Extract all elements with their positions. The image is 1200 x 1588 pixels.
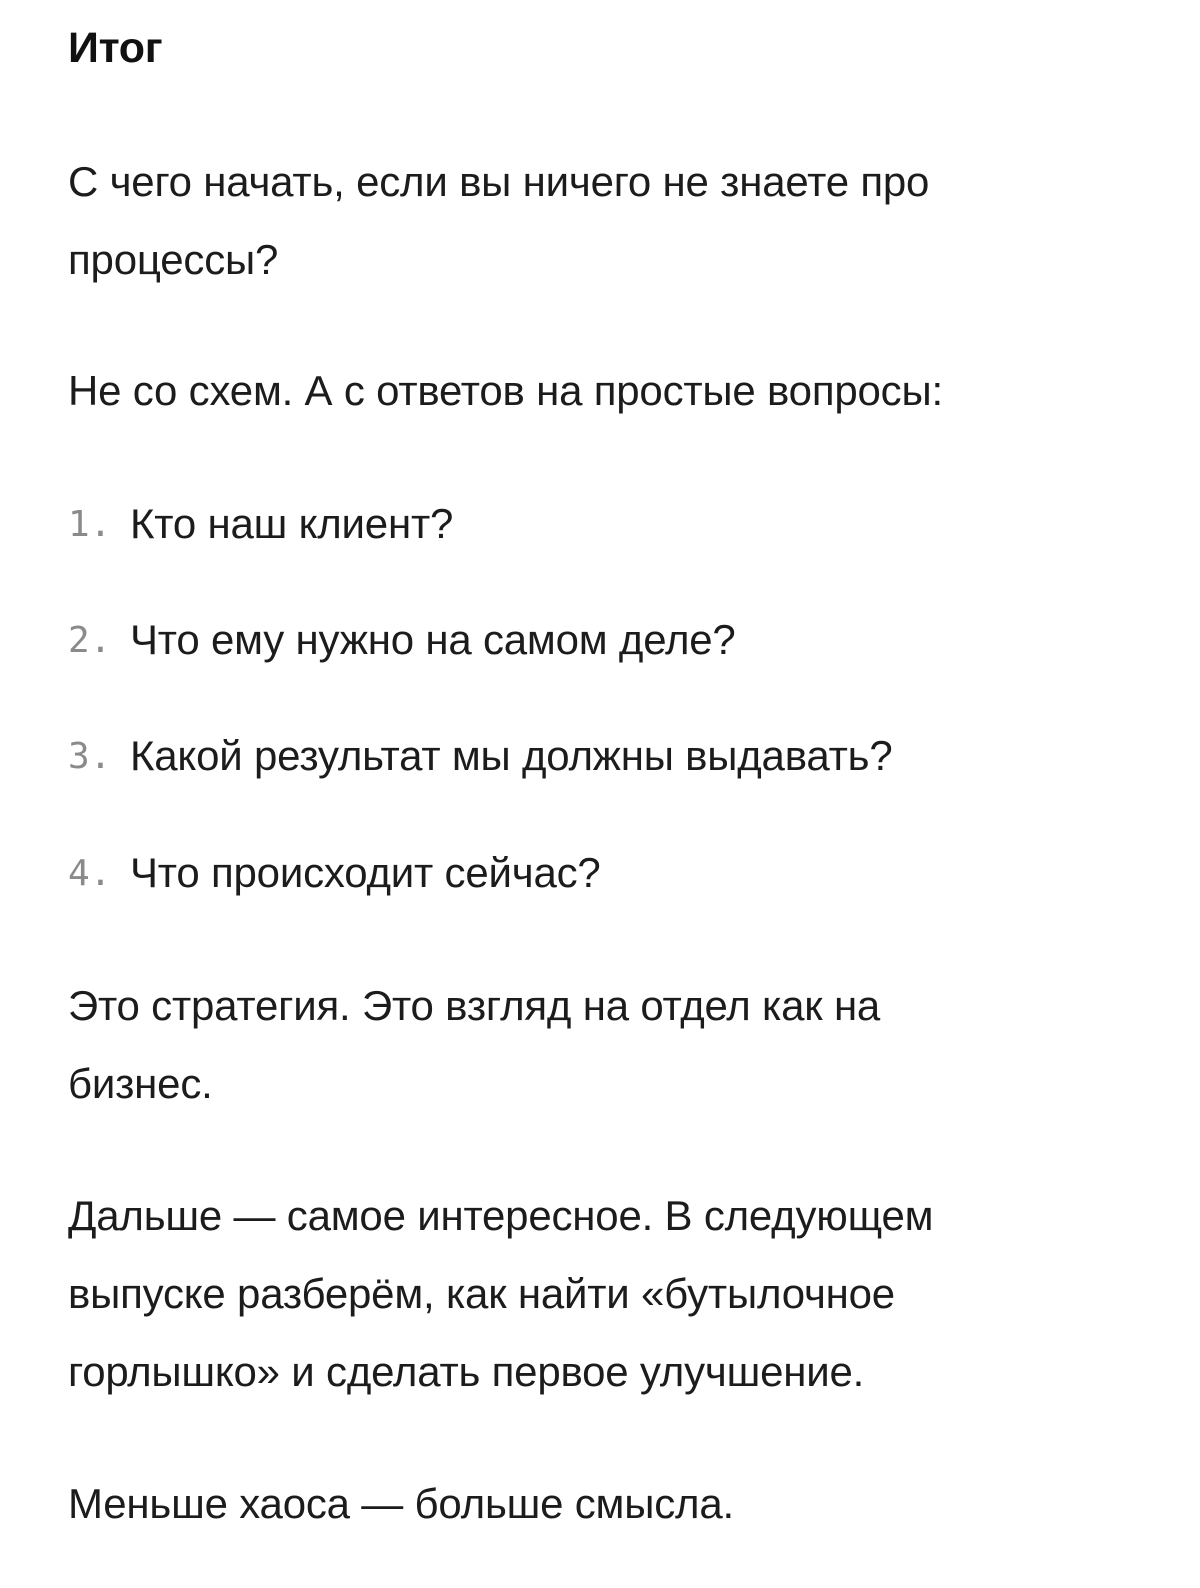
list-number: 4. — [68, 852, 112, 894]
strategy-paragraph — [68, 967, 880, 1123]
next-issue-line-2: выпуске разберём, как найти «бутылочное — [68, 1270, 895, 1317]
list-item — [68, 610, 736, 670]
list-item — [68, 494, 453, 554]
lead-paragraph: Не со схем. А с ответов на простые вопросы: — [68, 367, 943, 414]
intro-paragraph — [68, 143, 929, 299]
next-issue-line-1: Дальше — самое интересное. В следующем — [68, 1192, 934, 1239]
next-issue-line-3: горлышко» и сделать первое улучшение. — [68, 1348, 865, 1395]
strategy-line-2: бизнес. — [68, 1060, 213, 1107]
intro-line-2: процессы? — [68, 236, 279, 283]
list-number: 1. — [68, 503, 112, 545]
next-issue-paragraph — [68, 1177, 933, 1411]
list-text: Какой результат мы должны выдавать? — [130, 732, 893, 779]
list-item — [68, 843, 601, 903]
list-text: Что происходит сейчас? — [130, 849, 601, 896]
list-item — [68, 726, 892, 786]
section-heading: Итог — [68, 24, 163, 72]
list-number: 2. — [68, 619, 112, 661]
intro-line-1: С чего начать, если вы ничего не знаете про — [68, 158, 930, 205]
list-number: 3. — [68, 735, 112, 777]
strategy-line-1: Это стратегия. Это взгляд на отдел как на — [68, 982, 881, 1029]
list-text: Кто наш клиент? — [130, 500, 454, 547]
closing-paragraph: Меньше хаоса — больше смысла. — [68, 1480, 734, 1527]
list-text: Что ему нужно на самом деле? — [130, 616, 736, 663]
